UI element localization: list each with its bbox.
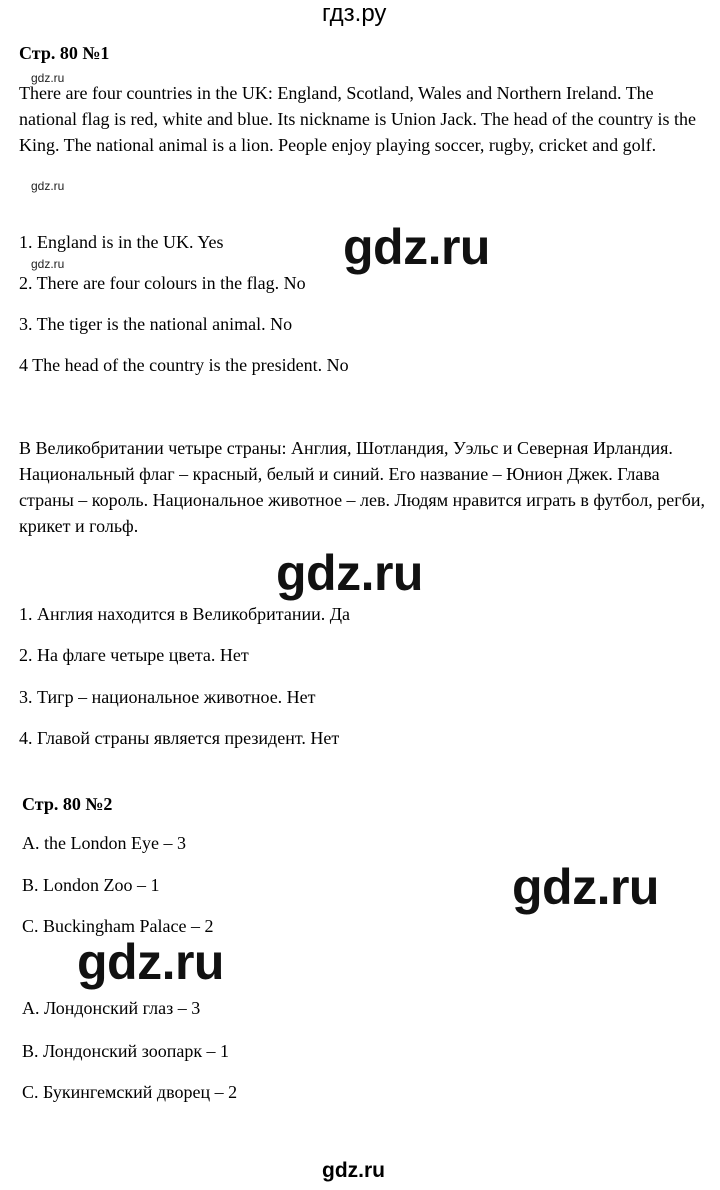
watermark-large-1: gdz.ru — [343, 219, 490, 275]
russian-answer-1: 1. Англия находится в Великобритании. Да — [19, 604, 351, 624]
section-2-russian-item-c: C. Букингемский дворец – 2 — [22, 1082, 238, 1102]
section-2-heading: Стр. 80 №2 — [22, 794, 113, 814]
english-paragraph: There are four countries in the UK: England, Scotland, Wales and Northern Ireland. The national flag is red, white and blue. Its nickname is Union Jack. The head of the country is the King. The national animal is a lion. People enjoy playing soccer, rugby, cricket and golf. — [19, 83, 696, 155]
russian-answer-3: 3. Тигр – национальное животное. Нет — [19, 687, 316, 707]
site-header: гдз.ру — [322, 0, 387, 27]
watermark-small-1: gdz.ru — [31, 71, 65, 85]
english-answer-1: 1. England is in the UK. Yes — [19, 232, 224, 252]
russian-paragraph: В Великобритании четыре страны: Англия, Шотландия, Уэльс и Северная Ирландия. Национальный флаг – красный, белый и синий. Его название – Юнион Джек. Глава страны – король. Национальное животное – лев. Людям нравится играть в футбол, регби, крикет и гольф. — [19, 438, 705, 536]
english-answer-4: 4 The head of the country is the president. No — [19, 355, 349, 375]
watermark-large-4: gdz.ru — [77, 934, 224, 990]
english-answer-2: 2. There are four colours in the flag. No — [19, 273, 306, 293]
watermark-large-3: gdz.ru — [512, 859, 659, 915]
section-2-russian-item-b: B. Лондонский зоопарк – 1 — [22, 1041, 230, 1061]
watermark-small-3: gdz.ru — [31, 257, 65, 271]
english-answer-3: 3. The tiger is the national animal. No — [19, 314, 293, 334]
section-2-item-c: C. Buckingham Palace – 2 — [22, 916, 214, 936]
watermark-small-2: gdz.ru — [31, 179, 65, 193]
section-2-item-b: B. London Zoo – 1 — [22, 875, 160, 895]
russian-answer-4: 4. Главой страны является президент. Нет — [19, 728, 340, 748]
section-2-item-a: A. the London Eye – 3 — [22, 833, 186, 853]
section-2-russian-item-a: A. Лондонский глаз – 3 — [22, 998, 201, 1018]
footer-watermark: gdz.ru — [322, 1159, 385, 1182]
section-1-heading: Стр. 80 №1 — [19, 43, 110, 63]
russian-answer-2: 2. На флаге четыре цвета. Нет — [19, 645, 249, 665]
watermark-large-2: gdz.ru — [276, 545, 423, 601]
